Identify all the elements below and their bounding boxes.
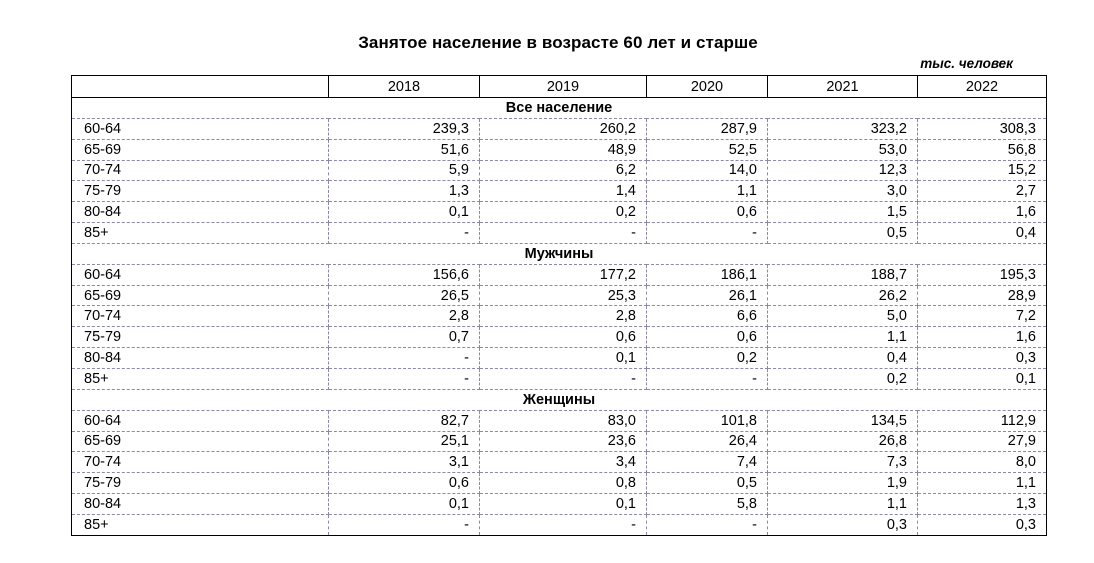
value-cell: 287,9 — [647, 118, 768, 139]
value-cell: - — [647, 223, 768, 244]
age-group-label: 65-69 — [72, 139, 329, 160]
section-title: Мужчины — [72, 243, 1047, 264]
age-group-label: 85+ — [72, 514, 329, 535]
value-cell: 1,6 — [918, 202, 1047, 223]
age-group-label: 75-79 — [72, 181, 329, 202]
age-group-label: 65-69 — [72, 285, 329, 306]
value-cell: 1,6 — [918, 327, 1047, 348]
age-group-label: 85+ — [72, 368, 329, 389]
value-cell: 5,8 — [647, 494, 768, 515]
year-header: 2019 — [480, 76, 647, 98]
value-cell: - — [480, 223, 647, 244]
value-cell: 0,3 — [768, 514, 918, 535]
value-cell: 0,1 — [480, 494, 647, 515]
value-cell: 2,8 — [329, 306, 480, 327]
value-cell: 2,8 — [480, 306, 647, 327]
age-group-label: 60-64 — [72, 118, 329, 139]
age-group-label: 85+ — [72, 223, 329, 244]
table-row — [72, 181, 1047, 202]
value-cell: - — [329, 223, 480, 244]
table-row — [72, 348, 1047, 369]
age-group-label: 80-84 — [72, 348, 329, 369]
value-cell: - — [329, 348, 480, 369]
value-cell: 1,1 — [918, 473, 1047, 494]
age-group-label: 60-64 — [72, 410, 329, 431]
data-table — [71, 75, 1047, 536]
value-cell: 1,9 — [768, 473, 918, 494]
value-cell: 26,1 — [647, 285, 768, 306]
table-row — [72, 410, 1047, 431]
value-cell: 7,4 — [647, 452, 768, 473]
value-cell: 0,1 — [329, 202, 480, 223]
value-cell: 8,0 — [918, 452, 1047, 473]
value-cell: 188,7 — [768, 264, 918, 285]
table-row — [72, 327, 1047, 348]
unit-label: тыс. человек — [920, 56, 1013, 71]
value-cell: - — [647, 368, 768, 389]
year-header: 2020 — [647, 76, 768, 98]
table-row — [72, 264, 1047, 285]
value-cell: 2,7 — [918, 181, 1047, 202]
section-title: Женщины — [72, 389, 1047, 410]
value-cell: 83,0 — [480, 410, 647, 431]
value-cell: 308,3 — [918, 118, 1047, 139]
age-group-label: 75-79 — [72, 473, 329, 494]
value-cell: 7,2 — [918, 306, 1047, 327]
table-row — [72, 118, 1047, 139]
table-row — [72, 368, 1047, 389]
value-cell: 6,6 — [647, 306, 768, 327]
value-cell: 5,9 — [329, 160, 480, 181]
age-group-label: 80-84 — [72, 494, 329, 515]
value-cell: 0,1 — [329, 494, 480, 515]
section-header-row — [72, 389, 1047, 410]
age-group-label: 70-74 — [72, 452, 329, 473]
age-group-label: 70-74 — [72, 160, 329, 181]
value-cell: 0,3 — [918, 514, 1047, 535]
value-cell: 1,1 — [768, 494, 918, 515]
value-cell: 15,2 — [918, 160, 1047, 181]
age-group-label: 80-84 — [72, 202, 329, 223]
value-cell: 0,5 — [647, 473, 768, 494]
value-cell: 6,2 — [480, 160, 647, 181]
value-cell: 28,9 — [918, 285, 1047, 306]
value-cell: 14,0 — [647, 160, 768, 181]
value-cell: 0,1 — [918, 368, 1047, 389]
value-cell: 134,5 — [768, 410, 918, 431]
table-row — [72, 160, 1047, 181]
value-cell: 26,5 — [329, 285, 480, 306]
header-corner-cell — [72, 76, 329, 98]
table-row — [72, 452, 1047, 473]
value-cell: 0,5 — [768, 223, 918, 244]
value-cell: 0,1 — [480, 348, 647, 369]
value-cell: 0,2 — [647, 348, 768, 369]
year-header: 2018 — [329, 76, 480, 98]
value-cell: 0,8 — [480, 473, 647, 494]
value-cell: 195,3 — [918, 264, 1047, 285]
value-cell: 177,2 — [480, 264, 647, 285]
value-cell: 260,2 — [480, 118, 647, 139]
table-row — [72, 223, 1047, 244]
value-cell: 101,8 — [647, 410, 768, 431]
value-cell: 156,6 — [329, 264, 480, 285]
value-cell: 323,2 — [768, 118, 918, 139]
year-header: 2022 — [918, 76, 1047, 98]
value-cell: 27,9 — [918, 431, 1047, 452]
page-title: Занятое население в возрасте 60 лет и старше — [358, 33, 758, 52]
value-cell: 26,8 — [768, 431, 918, 452]
table-body — [72, 76, 1047, 536]
value-cell: 52,5 — [647, 139, 768, 160]
value-cell: 1,3 — [329, 181, 480, 202]
value-cell: - — [329, 514, 480, 535]
value-cell: 1,3 — [918, 494, 1047, 515]
value-cell: 0,6 — [329, 473, 480, 494]
year-header: 2021 — [768, 76, 918, 98]
value-cell: 82,7 — [329, 410, 480, 431]
header-row — [72, 76, 1047, 98]
value-cell: 12,3 — [768, 160, 918, 181]
value-cell: 56,8 — [918, 139, 1047, 160]
value-cell: 25,3 — [480, 285, 647, 306]
value-cell: 3,0 — [768, 181, 918, 202]
value-cell: 1,5 — [768, 202, 918, 223]
value-cell: - — [647, 514, 768, 535]
value-cell: - — [329, 368, 480, 389]
age-group-label: 75-79 — [72, 327, 329, 348]
value-cell: 112,9 — [918, 410, 1047, 431]
table-row — [72, 306, 1047, 327]
section-title: Все население — [72, 98, 1047, 119]
age-group-label: 70-74 — [72, 306, 329, 327]
table-row — [72, 139, 1047, 160]
value-cell: 239,3 — [329, 118, 480, 139]
value-cell: 186,1 — [647, 264, 768, 285]
value-cell: 1,1 — [647, 181, 768, 202]
table-row — [72, 285, 1047, 306]
value-cell: 3,4 — [480, 452, 647, 473]
table-row — [72, 494, 1047, 515]
value-cell: 0,6 — [647, 202, 768, 223]
section-header-row — [72, 243, 1047, 264]
value-cell: 1,4 — [480, 181, 647, 202]
value-cell: 0,2 — [768, 368, 918, 389]
value-cell: 23,6 — [480, 431, 647, 452]
value-cell: 0,4 — [918, 223, 1047, 244]
value-cell: - — [480, 514, 647, 535]
value-cell: 53,0 — [768, 139, 918, 160]
table-row — [72, 202, 1047, 223]
table-row — [72, 514, 1047, 535]
table-row — [72, 473, 1047, 494]
section-header-row — [72, 98, 1047, 119]
value-cell: 0,6 — [647, 327, 768, 348]
value-cell: 25,1 — [329, 431, 480, 452]
value-cell: 7,3 — [768, 452, 918, 473]
value-cell: 0,3 — [918, 348, 1047, 369]
value-cell: 5,0 — [768, 306, 918, 327]
age-group-label: 60-64 — [72, 264, 329, 285]
value-cell: 0,7 — [329, 327, 480, 348]
value-cell: 26,4 — [647, 431, 768, 452]
age-group-label: 65-69 — [72, 431, 329, 452]
value-cell: 51,6 — [329, 139, 480, 160]
value-cell: 26,2 — [768, 285, 918, 306]
value-cell: 0,6 — [480, 327, 647, 348]
table-row — [72, 431, 1047, 452]
value-cell: 48,9 — [480, 139, 647, 160]
value-cell: 1,1 — [768, 327, 918, 348]
value-cell: 3,1 — [329, 452, 480, 473]
value-cell: 0,2 — [480, 202, 647, 223]
value-cell: - — [480, 368, 647, 389]
value-cell: 0,4 — [768, 348, 918, 369]
